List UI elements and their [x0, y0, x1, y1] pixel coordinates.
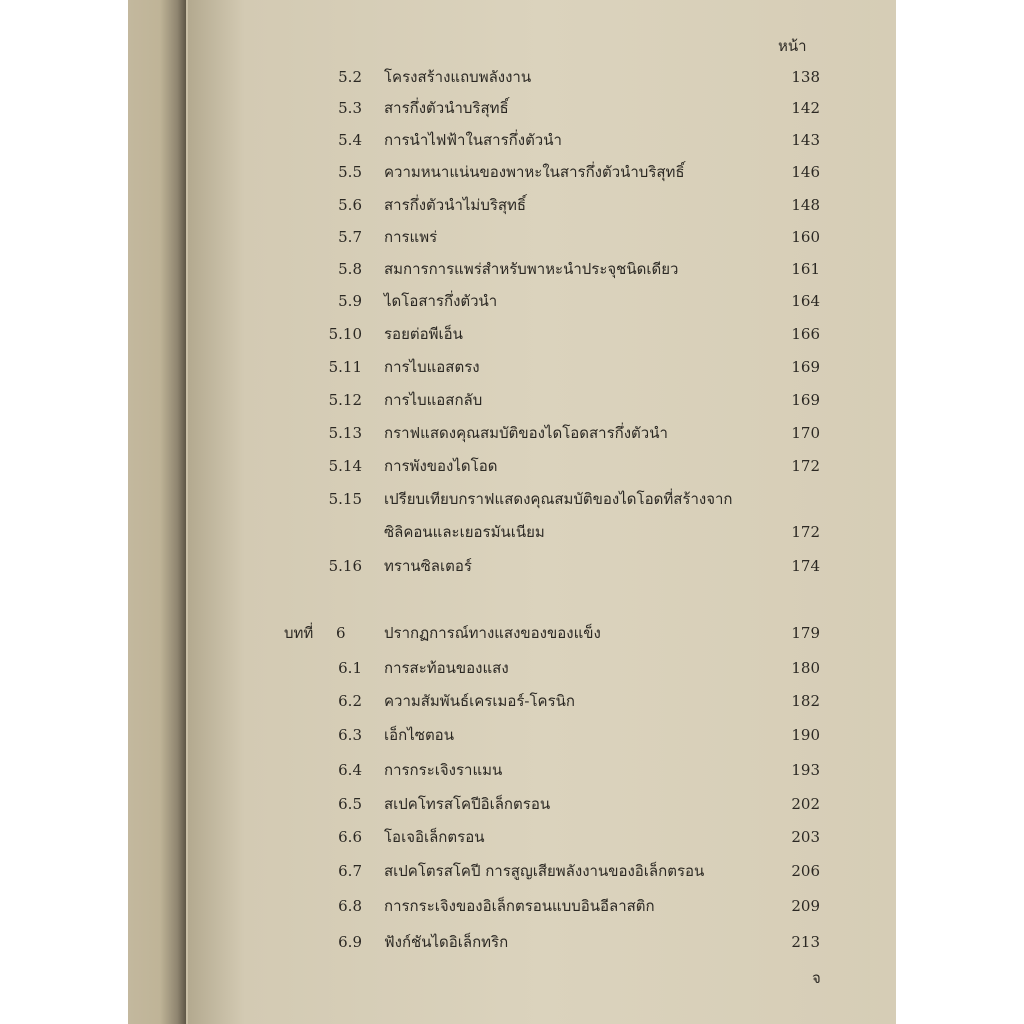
- toc-entry-title: ความสัมพันธ์เครเมอร์-โครนิก: [384, 692, 575, 710]
- toc-entry-title: รอยต่อพีเอ็น: [384, 325, 463, 343]
- toc-entry-title: ฟังก์ชันไดอิเล็กทริก: [384, 933, 509, 951]
- toc-entry-page: 148: [791, 196, 820, 214]
- toc-entry-number: 5.15: [328, 490, 362, 508]
- toc-entry-number: 5.8: [338, 260, 362, 278]
- toc-entry-page: 203: [791, 828, 820, 846]
- toc-entry-page: 169: [791, 391, 820, 409]
- toc-entry-page: 202: [791, 795, 820, 813]
- toc-entry-page: 170: [791, 424, 820, 442]
- toc-entry-number: 5.5: [338, 163, 362, 181]
- toc-entry-title: การไบแอสกลับ: [384, 391, 483, 409]
- chapter-title: ปรากฏการณ์ทางแสงของของแข็ง: [384, 624, 601, 642]
- toc-entry-page: 166: [791, 325, 820, 343]
- toc-entry-page: 180: [791, 659, 820, 677]
- toc-entry-page: 169: [791, 358, 820, 376]
- page-marker: จ: [812, 969, 821, 987]
- toc-entry-title: ทรานซิลเตอร์: [384, 557, 472, 575]
- toc-entry-page: 213: [791, 933, 820, 951]
- toc-entry-number: 5.10: [328, 325, 362, 343]
- toc-entry-page: 172: [791, 523, 820, 541]
- toc-entry-title: สารกึ่งตัวนำบริสุทธิ์: [384, 99, 509, 117]
- toc-entry-number: 5.9: [338, 292, 362, 310]
- toc-entry-title: การแพร่: [384, 228, 438, 246]
- toc-entry-title: สเปคโทรสโคปีอิเล็กตรอน: [384, 795, 551, 813]
- toc-entry-number: 5.13: [328, 424, 362, 442]
- toc-entry-page: 182: [791, 692, 820, 710]
- toc-entry-page: 146: [791, 163, 820, 181]
- toc-entry-title: การไบแอสตรง: [384, 358, 480, 376]
- toc-entry-title: การกระเจิงของอิเล็กตรอนแบบอินอีลาสติก: [384, 897, 655, 915]
- toc-entry-title: เอ็กไซตอน: [384, 726, 454, 744]
- toc-entry-page: 193: [791, 761, 820, 779]
- toc-entry-title: การกระเจิงราแมน: [384, 761, 503, 779]
- toc-entry-title: ความหนาแน่นของพาหะในสารกึ่งตัวนำบริสุทธิ์: [384, 163, 685, 181]
- toc-entry-number: 5.4: [338, 131, 362, 149]
- toc-entry-number: 6.9: [338, 933, 362, 951]
- toc-entry-page: 138: [791, 68, 820, 86]
- toc-entry-page: 160: [791, 228, 820, 246]
- toc-entry-number: 6.1: [338, 659, 362, 677]
- toc-entry-number: 5.6: [338, 196, 362, 214]
- toc-entry-number: 5.12: [328, 391, 362, 409]
- toc-entry-page: 142: [791, 99, 820, 117]
- toc-entry-page: 164: [791, 292, 820, 310]
- toc-entry-page: 172: [791, 457, 820, 475]
- toc-entry-page: 161: [791, 260, 820, 278]
- chapter-number: 6: [336, 624, 346, 642]
- toc-entry-title: การนำไฟฟ้าในสารกึ่งตัวนำ: [384, 131, 562, 149]
- toc-entry-number: 5.7: [338, 228, 362, 246]
- toc-entry-page: 209: [791, 897, 820, 915]
- toc-entry-page: 143: [791, 131, 820, 149]
- toc-entry-page: 174: [791, 557, 820, 575]
- toc-entry-number: 6.7: [338, 862, 362, 880]
- book-spine-gutter: [128, 0, 186, 1024]
- toc-entry-number: 5.14: [328, 457, 362, 475]
- toc-entry-title: การพังของไดโอด: [384, 457, 498, 475]
- toc-entry-number: 6.3: [338, 726, 362, 744]
- toc-entry-number: 5.11: [328, 358, 362, 376]
- toc-entry-number: 6.5: [338, 795, 362, 813]
- toc-entry-title: กราฟแสดงคุณสมบัติของไดโอดสารกึ่งตัวนำ: [384, 424, 668, 442]
- toc-entry-number: 5.2: [338, 68, 362, 86]
- toc-entry-title: สมการการแพร่สำหรับพาหะนำประจุชนิดเดียว: [384, 260, 679, 278]
- toc-entry-number: 6.8: [338, 897, 362, 915]
- toc-entry-number: 6.2: [338, 692, 362, 710]
- toc-entry-title: สารกึ่งตัวนำไม่บริสุทธิ์: [384, 196, 527, 214]
- toc-entry-number: 6.4: [338, 761, 362, 779]
- toc-entry-title: โอเจอิเล็กตรอน: [384, 828, 485, 846]
- toc-entry-title: ซิลิคอนและเยอรมันเนียม: [384, 523, 545, 541]
- chapter-page: 179: [791, 624, 820, 642]
- toc-entry-title: ไดโอสารกึ่งตัวนำ: [384, 292, 498, 310]
- toc-entry-title: การสะท้อนของแสง: [384, 659, 509, 677]
- toc-entry-number: 5.3: [338, 99, 362, 117]
- toc-entry-title: สเปคโตรสโคปี การสูญเสียพลังงานของอิเล็กตรอน: [384, 862, 705, 880]
- toc-entry-page: 190: [791, 726, 820, 744]
- page-column-header: หน้า: [778, 37, 807, 55]
- toc-entry-title: โครงสร้างแถบพลังงาน: [384, 68, 532, 86]
- toc-entry-page: 206: [791, 862, 820, 880]
- toc-entry-number: 5.16: [328, 557, 362, 575]
- toc-entry-number: 6.6: [338, 828, 362, 846]
- chapter-prefix: บทที่: [284, 624, 314, 642]
- toc-entry-title: เปรียบเทียบกราฟแสดงคุณสมบัติของไดโอดที่สร้างจาก: [384, 490, 733, 508]
